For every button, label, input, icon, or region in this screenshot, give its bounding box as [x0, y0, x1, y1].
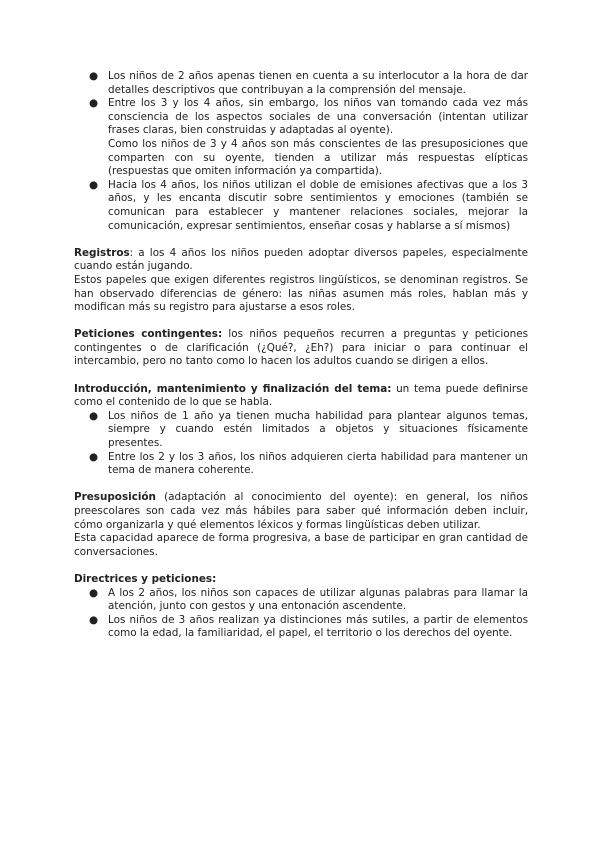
- directrices-bullet-list: [74, 587, 528, 641]
- section-heading: Peticiones contingentes:: [74, 328, 223, 341]
- paragraph: [74, 247, 528, 274]
- paragraph-text: : a los 4 años los niños pueden adoptar diversos papeles, especialmente cuando están jugando.: [74, 246, 528, 273]
- section-heading: Directrices y peticiones:: [74, 572, 217, 585]
- spacer: [74, 559, 528, 573]
- intro-bullet-list: [74, 70, 528, 233]
- bullet-icon: ●: [89, 178, 99, 191]
- list-item: [89, 70, 528, 97]
- bullet-text: Hacia los 4 años, los niños utilizan el doble de emisiones afectivas que a los 3 años, y les encanta discutir sobre sentimientos y emociones (también se comunican para establecer y mantener relaciones sociales, mejorar la comunicación, expresar sentimientos, enseñar cosas y hablarse a sí mismos): [108, 178, 528, 232]
- bullet-text: Los niños de 2 años apenas tienen en cuenta a su interlocutor a la hora de dar detalles descriptivos que contribuyan a la comprensión del mensaje.: [108, 70, 528, 96]
- list-item: [89, 409, 528, 451]
- bullet-continuation-text: Como los niños de 3 y 4 años son más conscientes de las presuposiciones que comparten con su oyente, tienden a utilizar más respuestas elípticas (respuestas que omiten información ya compartida).: [108, 137, 528, 178]
- paragraph: [74, 328, 528, 369]
- paragraph-text: un tema puede definirse como el contenido de lo que se habla.: [74, 382, 529, 409]
- bullet-icon: ●: [89, 97, 99, 110]
- paragraph: [74, 383, 528, 410]
- peticiones-section: [74, 328, 528, 369]
- paragraph-text: (adaptación al conocimiento del oyente): en general, los niños preescolares son cada vez más hábiles para saber qué información deben incluir, cómo organizarla y qué elementos léxicos y formas lingüísticas deben utilizar.: [74, 491, 528, 531]
- bullet-text: Entre los 2 y los 3 años, los niños adquieren cierta habilidad para mantener un tema de manera coherente.: [108, 450, 528, 477]
- list-item: [89, 613, 528, 641]
- spacer: [74, 233, 528, 247]
- list-item: [89, 178, 528, 233]
- document-body: [74, 70, 528, 641]
- bullet-icon: ●: [89, 613, 99, 626]
- presuposicion-section: [74, 491, 528, 559]
- registros-section: [74, 247, 528, 315]
- list-item: [89, 586, 528, 614]
- spacer: [74, 369, 528, 383]
- bullet-icon: ●: [89, 409, 99, 422]
- paragraph: [74, 491, 528, 532]
- bullet-text: A los 2 años, los niños son capaces de utilizar algunas palabras para llamar la atención, junto con gestos y una entonación ascendente.: [108, 586, 528, 613]
- bullet-text: Los niños de 3 años realizan ya distinciones más sutiles, a partir de elementos como la edad, la familiaridad, el papel, el territorio o los derechos del oyente.: [108, 613, 528, 640]
- bullet-icon: ●: [89, 586, 99, 599]
- spacer: [74, 478, 528, 492]
- directrices-section: [74, 573, 528, 641]
- section-heading: Registros: [74, 246, 130, 259]
- paragraph-text: los niños pequeños recurren a preguntas y peticiones contingentes o de clarificación (¿Qué?, ¿Eh?) para iniciar o para continuar el intercambio, pero no tanto como lo hacen los adultos cuando se dirigen a ellos.: [74, 328, 529, 368]
- list-item: [89, 97, 528, 179]
- section-heading: Presuposición: [74, 491, 156, 504]
- section-heading: Introducción, mantenimiento y finalización del tema:: [74, 382, 392, 395]
- bullet-icon: ●: [89, 70, 99, 82]
- paragraph: Esta capacidad aparece de forma progresiva, a base de participar en gran cantidad de conversaciones.: [74, 532, 528, 558]
- paragraph: [74, 573, 528, 587]
- tema-bullet-list: [74, 410, 528, 478]
- bullet-text: Entre los 3 y los 4 años, sin embargo, los niños van tomando cada vez más consciencia de los aspectos sociales de una conversación (intentan utilizar frases claras, bien construidas y adaptadas al oyente).: [108, 97, 528, 137]
- list-item: [89, 450, 528, 478]
- bullet-text: Los niños de 1 año ya tienen mucha habilidad para plantear algunos temas, siempre y cuando estén limitados a objetos y situaciones físicamente presentes.: [108, 409, 528, 450]
- tema-section: [74, 383, 528, 478]
- paragraph: Estos papeles que exigen diferentes registros lingüísticos, se denominan registros. Se han observado diferencias de género: las niñas asumen más roles, hablan más y modifican más su registro para ajustarse a esos roles.: [74, 273, 528, 314]
- bullet-icon: ●: [89, 450, 99, 463]
- spacer: [74, 315, 528, 329]
